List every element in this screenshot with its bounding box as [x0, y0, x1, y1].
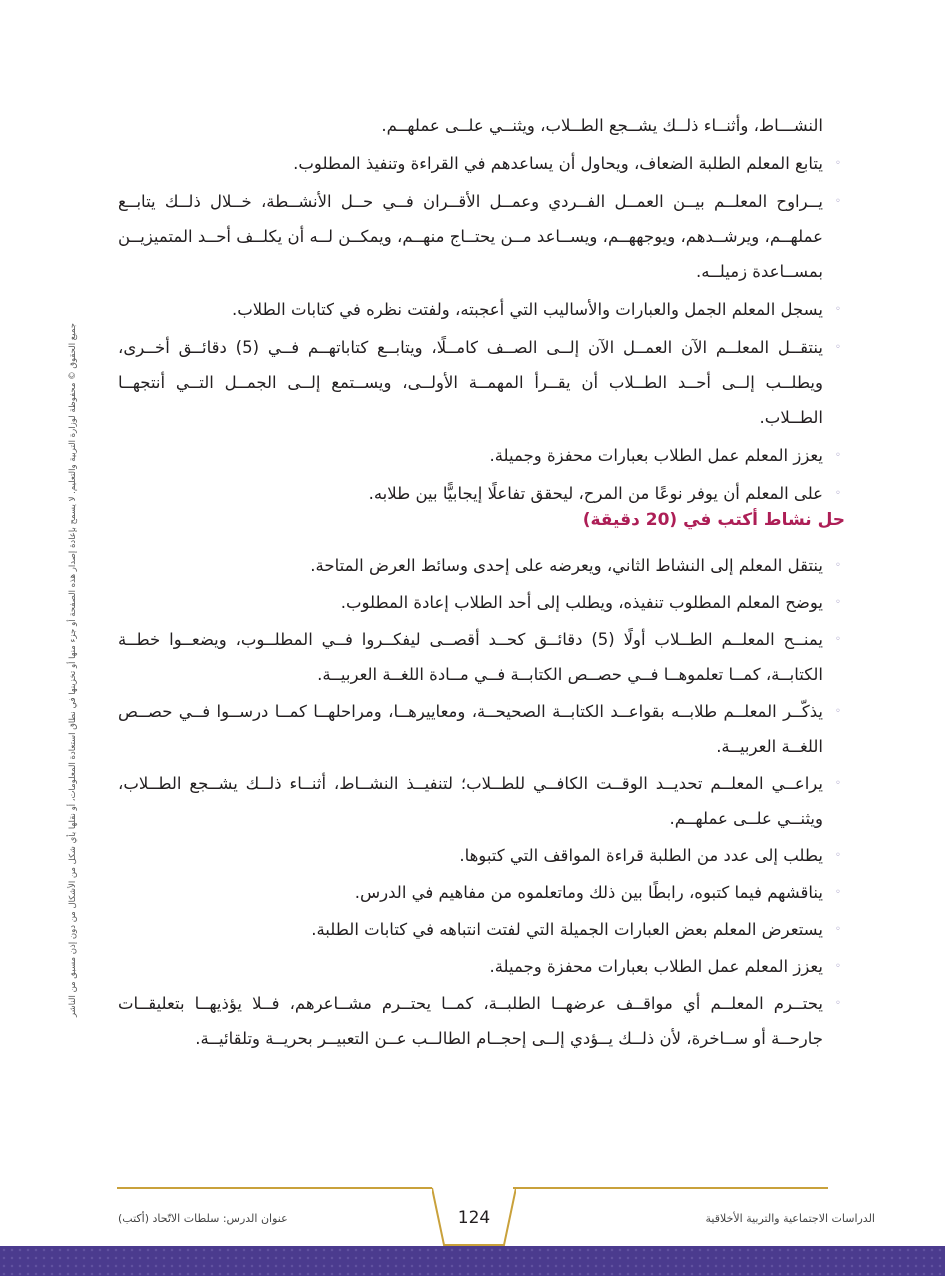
copyright-text: جميع الحقوق © محفوظة لوزارة التربية والتعليم. لا يسمح بإعادة إصدار هذه الصفحة أو جزء منها أو تخزينها في نطاق استعادة المعلومات، أو نقلها بأي شكل من الأشكال من دون إذن مسبق من الناشر [68, 322, 78, 1018]
bullet-icon: ◦ [835, 778, 841, 789]
list-item: ◦ يمنــح المعلــم الطــلاب أولًا (5) دقائــق كحــد أقصــى ليفكــروا فــي المطلــوب، ويضعــوا خطــة الكتابــة، كمــا تعلموهــا فــي حصــص الكتابــة فــي مــادة اللغــة العربيــة. [118, 622, 845, 692]
footer-lesson-title: عنوان الدرس: سلطات الاتّحاد (أكتب) [118, 1212, 288, 1225]
copyright-side-note [58, 300, 88, 1040]
list-item: ◦ يــراوح المعلــم بيــن العمــل الفــردي وعمــل الأقــران فــي حــل الأنشــطة، خــلال ذلــك يتابــع عملهــم، ويرشــدهم، ويوجههــم، ويســاعد مــن يحتــاج منهــم، ويمكــن لــه أن يكلــف أحــد المتميزيــن بمســاعدة زميلــه. [118, 184, 845, 289]
continuation-line: النشـــاط، وأثنــاء ذلــك يشــجع الطــلاب، ويثنــي علــى عملهــم. [381, 116, 823, 135]
list-item: ◦ يعزز المعلم عمل الطلاب بعبارات محفزة وجميلة. [118, 949, 845, 984]
footer-rule-left [117, 1187, 432, 1189]
bullet-icon: ◦ [835, 342, 841, 353]
list-item: ◦ يستعرض المعلم بعض العبارات الجميلة التي لفتت انتباهه في كتابات الطلبة. [118, 912, 845, 947]
list-item: ◦ ينتقــل المعلــم الآن العمــل الآن إلــى الصــف كامــلًا، ويتابــع كتاباتهــم فــي (5) دقائــق أخــرى، ويطلــب إلــى أحــد الطــلاب أن يقــرأ المهمــة الأولــى، ويســتمع إلــى الجمــل التــي أنتجهــا الطــلاب. [118, 330, 845, 435]
bullet-icon: ◦ [835, 158, 841, 169]
list-item: ◦ على المعلم أن يوفر نوعًا من المرح، ليحقق تفاعلًا إيجابيًّا بين طلابه. [118, 476, 845, 511]
list-item: ◦ يحتــرم المعلــم أي مواقــف عرضهــا الطلبــة، كمــا يحتــرم مشــاعرهم، فــلا يؤذيهــا بتعليقــات جارحــة أو ســاخرة، لأن ذلــك يــؤدي إلــى إحجــام الطالــب عــن التعبيــر بحريــة وتلقائيــة. [118, 986, 845, 1056]
list-item: ◦ يذكّــر المعلــم طلابــه بقواعــد الكتابــة الصحيحــة، ومعاييرهــا، ومراحلهــا كمــا درســوا فــي حصــص اللغــة العربيــة. [118, 694, 845, 764]
bullet-icon: ◦ [835, 488, 841, 499]
bullet-icon: ◦ [835, 597, 841, 608]
list-item: ◦ يعزز المعلم عمل الطلاب بعبارات محفزة وجميلة. [118, 438, 845, 473]
bullet-icon: ◦ [835, 961, 841, 972]
footer-rule-right [513, 1187, 828, 1189]
bullet-icon: ◦ [835, 706, 841, 717]
list-item: ◦ يراعــي المعلــم تحديــد الوقــت الكافــي للطــلاب؛ لتنفيــذ النشــاط، أثنــاء ذلــك يشــجع الطــلاب، ويثنــي علــى عملهــم. [118, 766, 845, 836]
list-item: ◦ يسجل المعلم الجمل والعبارات والأساليب التي أعجبته، ولفتت نظره في كتابات الطلاب. [118, 292, 845, 327]
bullet-icon: ◦ [835, 998, 841, 1009]
list-item: ◦ ينتقل المعلم إلى النشاط الثاني، ويعرضه على إحدى وسائط العرض المتاحة. [118, 548, 845, 583]
bullet-icon: ◦ [835, 304, 841, 315]
band-pattern [0, 1246, 945, 1276]
bullet-icon: ◦ [835, 560, 841, 571]
bullet-icon: ◦ [835, 196, 841, 207]
list-item: ◦ يناقشهم فيما كتبوه، رابطًا بين ذلك وماتعلموه من مفاهيم في الدرس. [118, 875, 845, 910]
bullet-icon: ◦ [835, 450, 841, 461]
page-number: 124 [457, 1208, 491, 1228]
section-2 [118, 548, 845, 1056]
bullet-icon: ◦ [835, 924, 841, 935]
section-1 [118, 108, 845, 511]
list-item: ◦ يوضح المعلم المطلوب تنفيذه، ويطلب إلى أحد الطلاب إعادة المطلوب. [118, 585, 845, 620]
bullet-icon: ◦ [835, 887, 841, 898]
section-heading: حل نشاط أكتب في (20 دقيقة) [582, 510, 845, 530]
footer-subject: الدراسات الاجتماعية والتربية الأخلاقية [705, 1212, 875, 1225]
bullet-icon: ◦ [835, 634, 841, 645]
list-item: ◦ يتابع المعلم الطلبة الضعاف، ويحاول أن يساعدهم في القراءة وتنفيذ المطلوب. [118, 146, 845, 181]
bullet-icon: ◦ [835, 850, 841, 861]
list-item: ◦ يطلب إلى عدد من الطلبة قراءة المواقف التي كتبوها. [118, 838, 845, 873]
